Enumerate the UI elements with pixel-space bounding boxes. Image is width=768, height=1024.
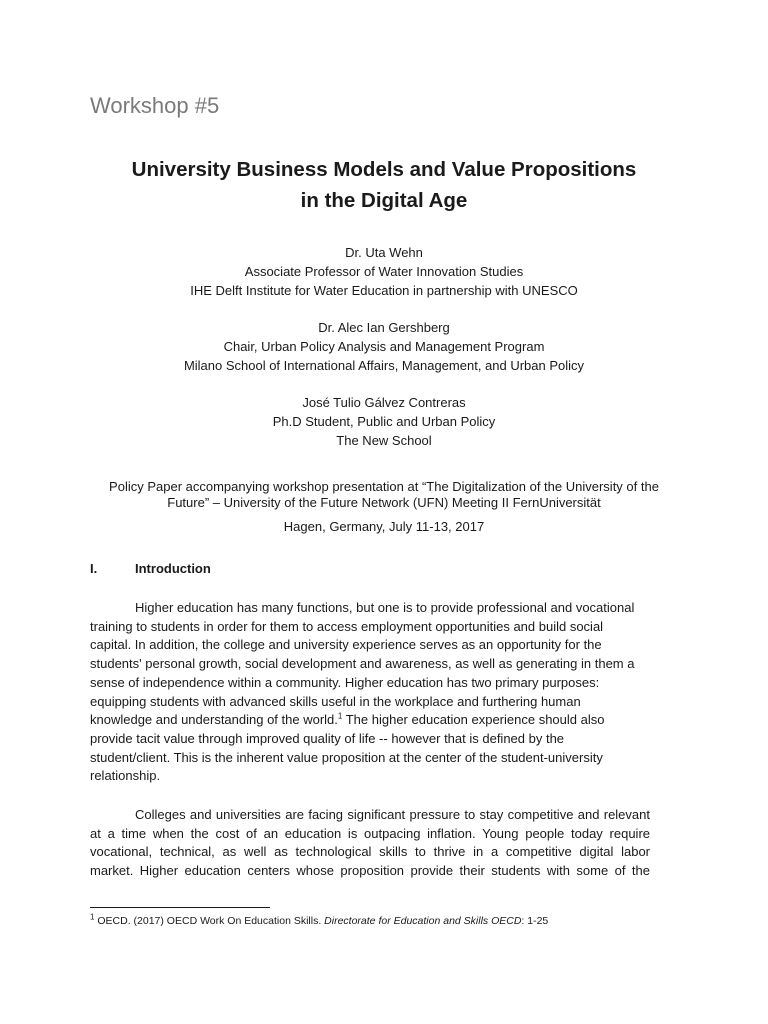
author-org: Milano School of International Affairs, Management, and Urban Policy (183, 358, 585, 373)
policy-line: Policy Paper accompanying workshop presentation at “The Digitalization of the University of the (109, 479, 659, 494)
paragraph-line (90, 711, 650, 730)
footnote-mark: 1 (90, 912, 95, 922)
paragraph-line: student/client. This is the inherent value proposition at the center of the student-university (90, 749, 603, 765)
author-block (0, 393, 768, 450)
author-org: IHE Delft Institute for Water Education in partnership with UNESCO (190, 283, 578, 298)
text-run: The higher education experience should also (342, 712, 605, 728)
paragraph-line: provide tacit value through improved quality of life -- however that is defined by the (90, 730, 565, 746)
paragraph-line: sense of independence within a community. Higher education has two primary purposes: (90, 674, 600, 690)
footnote-source: Directorate for Education and Skills OECD (324, 915, 522, 927)
section-heading (90, 561, 211, 576)
author-role: Chair, Urban Policy Analysis and Management Program (223, 339, 545, 354)
paper-title (60, 154, 708, 216)
paragraph (90, 599, 650, 786)
paragraph-line: training to students in order for them to access employment opportunities and build social (90, 618, 604, 634)
paragraph-line: Colleges and universities are facing significant pressure to stay competitive and relevant (135, 807, 650, 822)
paragraph-line: vocational, technical, as well as technological skills to thrive in a competitive digital labor (90, 844, 650, 860)
paragraph-line: relationship. (90, 768, 161, 784)
paragraph-line: Higher education has many functions, but one is to provide professional and vocational (135, 600, 635, 615)
author-role: Associate Professor of Water Innovation Studies (244, 264, 524, 279)
section-title: Introduction (135, 561, 211, 576)
author-block (0, 318, 768, 375)
author-block (0, 243, 768, 300)
footnote-text: OECD. (2017) OECD Work On Education Skills. (94, 915, 325, 927)
paragraph-line: at a time when the cost of an education is outpacing inflation. Young people today require (90, 825, 650, 841)
title-line: in the Digital Age (300, 189, 468, 212)
paragraph-line: equipping students with advanced skills useful in the workplace and furthering human (90, 693, 581, 709)
policy-place-date: Hagen, Germany, July 11-13, 2017 (283, 519, 485, 534)
workshop-label: Workshop #5 (90, 93, 220, 118)
policy-line: Future” – University of the Future Network (UFN) Meeting II FernUniversität (167, 495, 601, 510)
title-line: University Business Models and Value Propositions (131, 158, 637, 181)
paragraph-line: students' personal growth, social development and awareness, as well as generating in them a (90, 656, 635, 672)
footnote-divider (90, 907, 270, 908)
author-role: Ph.D Student, Public and Urban Policy (272, 414, 496, 429)
author-name: Dr. Alec Ian Gershberg (318, 320, 450, 335)
policy-note (60, 479, 708, 535)
paragraph-line: market. Higher education centers whose proposition provide their students with some of the (90, 863, 650, 879)
author-name: Dr. Uta Wehn (345, 245, 423, 260)
paragraph-line: capital. In addition, the college and university experience serves as an opportunity for the (90, 637, 602, 653)
footnote (90, 914, 548, 928)
section-number: I. (90, 561, 98, 576)
text-run: knowledge and understanding of the world. (90, 712, 338, 728)
author-org: The New School (336, 433, 432, 448)
author-name: José Tulio Gálvez Contreras (302, 395, 466, 410)
paragraph (90, 806, 650, 881)
footnote-pages: : 1-25 (521, 915, 549, 927)
author-list (0, 243, 768, 468)
footnote-reference[interactable]: 1 (337, 711, 343, 721)
